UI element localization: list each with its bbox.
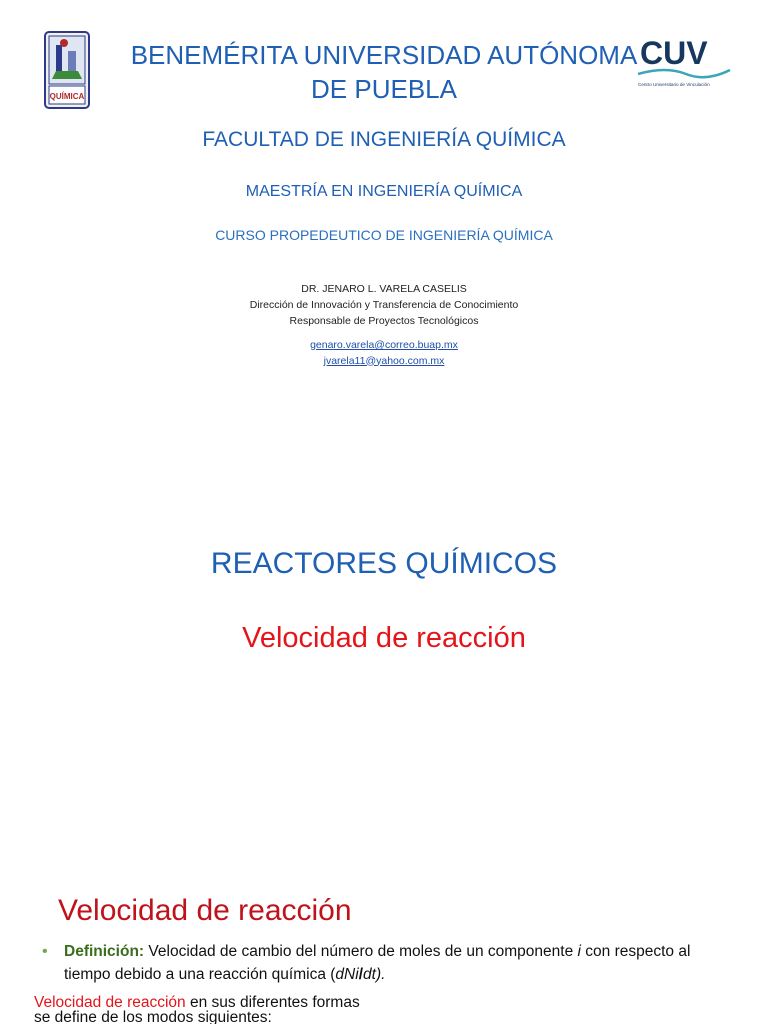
footer-text: Velocidad de reacción en sus diferentes formas se define de los modos siguientes: <box>34 994 360 1024</box>
email-link-1[interactable]: genaro.varela@correo.buap.mx <box>310 339 458 351</box>
footer-highlight: Velocidad de reacción <box>34 994 186 1011</box>
main-heading: REACTORES QUÍMICOS <box>210 547 558 580</box>
definition-text: Definición: Velocidad de cambio del número de moles de un componente i con respecto al tiempo debido a una reacción química (dNi/dt). <box>64 943 691 983</box>
university-line-2: DE PUEBLA <box>311 74 457 104</box>
cuv-logo <box>636 28 732 90</box>
doctor-name: DR. JENARO L. VARELA CASELIS <box>301 283 467 295</box>
bullet-icon: • <box>42 943 48 960</box>
svg-text:Centro Universitario de Vincul: Centro Universitario de Vinculación <box>638 82 710 87</box>
svg-text:QUÍMICA: QUÍMICA <box>49 92 85 101</box>
definition-label: Definición: <box>64 943 145 960</box>
definition-bullet <box>42 940 722 986</box>
content-slide <box>0 860 768 1024</box>
component-variable: i <box>577 943 581 960</box>
university-line-1: BENEMÉRITA UNIVERSIDAD AUTÓNOMA <box>130 40 638 70</box>
masters-title: MAESTRÍA EN INGENIERÍA QUÍMICA <box>245 183 523 200</box>
sub-heading: Velocidad de reacción <box>242 622 526 654</box>
doctor-role-1: Dirección de Innovación y Transferencia de Conocimiento <box>249 299 519 311</box>
doctor-info <box>0 281 768 329</box>
email-list <box>0 338 768 369</box>
faculty-title: FACULTAD DE INGENIERÍA QUÍMICA <box>202 128 566 151</box>
footer-line-2: se define de los modos siguientes: <box>34 1009 272 1024</box>
course-title: CURSO PROPEDEUTICO DE INGENIERÍA QUÍMICA <box>215 227 553 243</box>
email-link-2[interactable]: jvarela11@yahoo.com.mx <box>323 354 445 367</box>
svg-text:CUV: CUV <box>640 35 708 71</box>
doctor-role-2: Responsable de Proyectos Tecnológicos <box>289 315 479 327</box>
slide-title: Velocidad de reacción <box>58 894 352 927</box>
